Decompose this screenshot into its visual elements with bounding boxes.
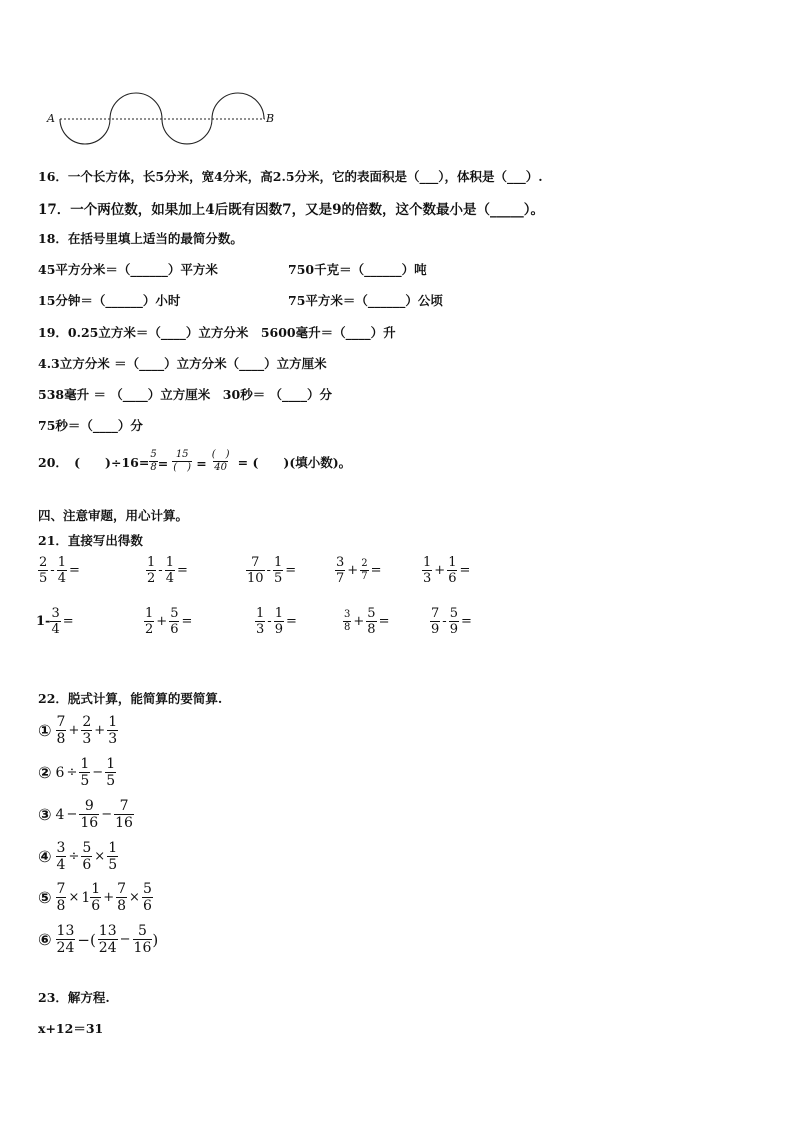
numerator: 7 [431,606,440,621]
operator: - [266,563,271,578]
question-19-c: 538毫升 ＝ （____）立方厘米 30秒＝ （____）分 [38,387,333,402]
lead-term: 1- [36,614,51,629]
operator: + [68,723,80,738]
equals-sign: = [176,563,188,578]
operator: + [434,563,446,578]
operator: × [129,890,140,905]
denominator: 4 [57,571,66,586]
numerator: 9 [84,798,94,814]
semicircle-figure [40,85,290,155]
question-22-title: 22．脱式计算，能简算的要简算. [38,691,223,706]
numerator: 1 [108,714,118,730]
question-18-a: 45平方分米＝（______）平方米 [38,262,218,277]
question-23-equation: x+12＝31 [38,1021,104,1036]
numerator: 1 [147,555,156,570]
section-4-title: 四、注意审题，用心计算。 [38,508,189,523]
item-number: ① [38,721,52,740]
numerator: 1 [106,756,116,772]
operator: ÷ [68,849,80,864]
q20-fraction-3 [207,450,235,473]
q20-f1-denominator: 8 [150,462,157,473]
denominator: 5 [106,773,116,789]
denominator: 8 [56,731,66,747]
numerator: 3 [56,840,66,856]
denominator: 6 [91,898,101,914]
question-19-a: 19．0.25立方米＝（____）立方分米 5600毫升＝（____）升 [38,325,396,340]
numerator: 2 [82,714,92,730]
q20-fraction-1 [149,450,157,473]
numerator: 7 [56,714,66,730]
question-23-title: 23．解方程. [38,990,110,1005]
numerator: 1 [273,555,283,570]
item-number: ⑤ [38,888,52,907]
numerator: 1 [165,555,174,570]
equals-sign: = [181,614,193,629]
operator: − [101,807,113,822]
q20-suffix: = ( )(填小数)。 [237,455,352,470]
denominator: 16 [133,940,152,956]
operator: - [267,614,272,629]
numerator: 1 [108,840,118,856]
q21-item-7 [144,607,194,636]
denominator: 5 [80,773,90,789]
operator: × [68,890,80,905]
q21-item-6 [36,607,76,636]
point-b-label: B [266,112,275,125]
denominator: 16 [115,815,133,831]
question-16: 16．一个长方体，长5分米，宽4分米，高2.5分米，它的表面积是（___），体积是（___）. [38,169,543,184]
point-a-label: A [47,112,55,125]
question-18-b: 750千克＝（______）吨 [288,262,427,277]
denominator: 2 [145,622,154,637]
denominator: 5 [108,857,118,873]
operator: - [442,614,447,629]
numerator: 7 [117,881,127,897]
q20-prefix: 20． ( )÷16= [38,455,150,470]
lead-number: 4 [55,806,65,823]
numerator: 1 [80,756,90,772]
denominator: 3 [256,622,265,637]
numerator: 2 [39,555,48,570]
equals-sign: = [378,614,390,629]
item-number: ⑥ [38,930,52,949]
q20-equals-2: = [196,456,207,471]
denominator: 5 [39,571,48,586]
item-number: ④ [38,847,52,866]
operator: + [156,614,168,629]
numerator: 5 [367,606,376,621]
denominator: 8 [117,898,127,914]
q22-item-3 [38,799,134,830]
operator: − [119,932,131,947]
q21-item-10 [430,607,474,636]
denominator: 6 [142,898,152,914]
numerator: 1 [256,606,265,621]
operator: + [94,723,106,738]
numerator: 5 [82,840,92,856]
operator: ÷ [66,765,78,780]
denominator: 9 [274,622,283,637]
numerator: 1 [274,606,283,621]
question-20 [38,450,351,473]
q20-f3-numerator: ( ) [211,449,230,460]
equals-sign: = [460,614,472,629]
denominator: 16 [80,815,99,831]
q21-item-9 [343,607,391,636]
question-18-d: 75平方米＝（______）公顷 [288,293,443,308]
q21-item-1 [38,556,82,585]
denominator: 4 [51,622,60,637]
operator: - [50,563,55,578]
denominator: 8 [367,622,376,637]
numerator: 5 [170,606,179,621]
mixed-whole: 1 [81,889,91,906]
denominator: 4 [165,571,174,586]
q20-f2-denominator: ( ) [173,462,192,473]
denominator: 24 [56,940,75,956]
question-17: 17．一个两位数，如果加上4后既有因数7，又是9的倍数，这个数最小是（_____）。 [38,202,544,218]
numerator: 7 [56,881,66,897]
equals-sign: = [68,563,80,578]
q22-item-1 [38,715,118,746]
equals-sign: = [370,563,382,578]
numerator: 1 [145,606,154,621]
numerator: 3 [344,609,351,620]
q20-f3-denominator: 40 [214,462,228,473]
q20-fraction-2 [168,450,196,473]
equals-sign: = [285,563,297,578]
denominator: 8 [344,622,351,633]
q20-f1-numerator: 5 [150,449,157,460]
denominator: 9 [431,622,440,637]
lead-number: 6 [55,764,65,781]
denominator: 24 [98,940,117,956]
operator: + [353,614,365,629]
numerator: 5 [449,606,458,621]
denominator: 5 [273,571,283,586]
denominator: 8 [56,898,66,914]
denominator: 2 [147,571,156,586]
numerator: 1 [448,555,457,570]
numerator: 5 [137,923,147,939]
denominator: 6 [170,622,179,637]
numerator: 1 [57,555,66,570]
question-18-c: 15分钟＝（______）小时 [38,293,181,308]
operator: − [92,765,104,780]
numerator: 7 [119,798,129,814]
q22-item-5 [38,882,153,913]
numerator: 2 [361,558,368,569]
q21-item-8 [255,607,299,636]
q20-equals-1: = [157,456,169,471]
q21-item-3 [246,556,298,585]
denominator: 7 [361,571,368,582]
numerator: 3 [336,555,345,570]
numerator: 13 [56,923,75,939]
item-number: ③ [38,805,52,824]
question-18-title: 18．在括号里填上适当的最简分数。 [38,231,243,246]
close-paren: ) [152,930,159,949]
denominator: 6 [448,571,457,586]
denominator: 4 [56,857,66,873]
numerator: 1 [91,881,101,897]
denominator: 3 [423,571,432,586]
numerator: 1 [423,555,432,570]
question-19-b: 4.3立方分米 ＝（____）立方分米（____）立方厘米 [38,356,327,371]
denominator: 7 [336,571,345,586]
operator: −( [77,930,96,949]
equals-sign: = [62,614,74,629]
numerator: 5 [142,881,152,897]
q21-item-2 [146,556,190,585]
denominator: 9 [449,622,458,637]
denominator: 3 [82,731,92,747]
operator: − [66,807,78,822]
item-number: ② [38,763,52,782]
q22-item-6 [38,924,160,955]
operator: × [94,849,106,864]
q20-f2-numerator: 15 [175,449,189,460]
equals-sign: = [459,563,471,578]
q21-item-5 [422,556,472,585]
denominator: 10 [247,571,264,586]
denominator: 3 [108,731,118,747]
numerator: 13 [98,923,117,939]
question-19-d: 75秒＝（____）分 [38,418,143,433]
arc-diagram [40,85,290,155]
operator: + [347,563,359,578]
numerator: 7 [251,555,260,570]
q21-item-4 [335,556,383,585]
q22-item-4 [38,841,118,872]
denominator: 6 [82,857,92,873]
q22-item-2 [38,757,116,788]
operator: + [103,890,115,905]
equals-sign: = [285,614,297,629]
operator: - [158,563,163,578]
question-21-title: 21．直接写出得数 [38,533,143,548]
numerator: 3 [51,606,60,621]
